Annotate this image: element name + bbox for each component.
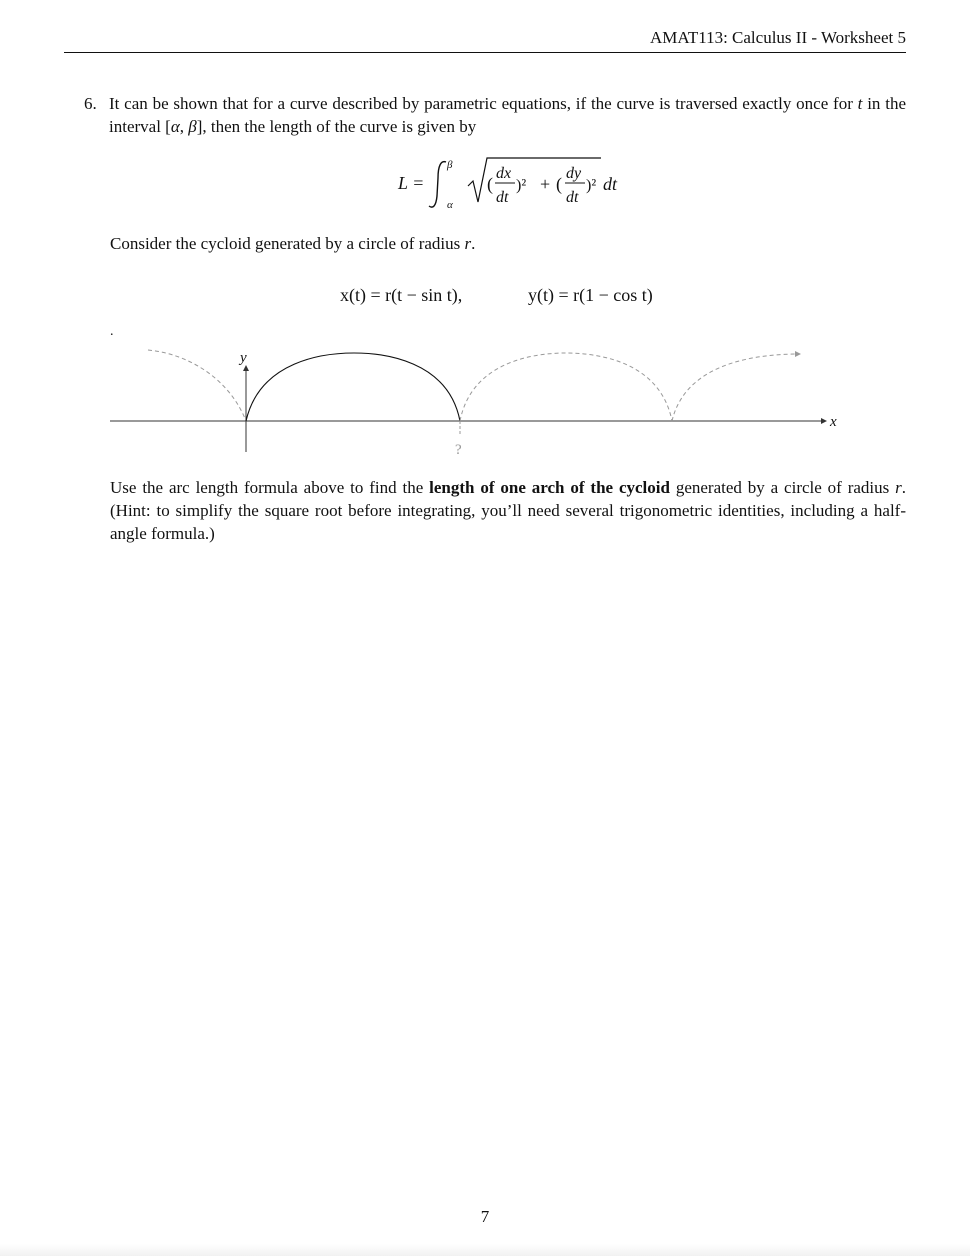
arch-end-question: ? (455, 442, 462, 458)
dx-numerator: dx (496, 165, 512, 182)
integral-lower: α (447, 199, 453, 211)
x-axis-label: x (830, 414, 837, 430)
arc-length-formula (0, 150, 970, 220)
task-text: Use the arc length formula above to find the length of one arch of the cycloid generated by a circle of radius r. (Hint: to simplify the square root before integrating, you’ll need several trigonometric identities, including a half-angle formula.) (110, 478, 907, 543)
svg-text:+: + (540, 174, 551, 194)
svg-text:(: ( (487, 174, 493, 194)
cycloid-arch-third (672, 354, 800, 421)
dx-denominator: dt (496, 189, 509, 206)
svg-text:)²: )² (516, 177, 527, 194)
page-header (64, 28, 906, 53)
integral-sign (429, 162, 446, 207)
cycloid-figure (100, 340, 860, 460)
worksheet-title: AMAT113: Calculus II - Worksheet 5 (650, 28, 906, 47)
svg-text:(: ( (556, 174, 562, 194)
cycloid-arch-previous (148, 350, 246, 421)
dy-numerator: dy (566, 165, 582, 182)
y-equation: y(t) = r(1 − cos t) (528, 285, 653, 305)
cycloid-arch-second (460, 353, 672, 421)
problem-intro: It can be shown that for a curve described by parametric equations, if the curve is traversed exactly once for t in the interval [α, β], then the length of the curve is given by (109, 94, 906, 136)
problem-statement (84, 92, 906, 138)
integral-upper: β (447, 159, 453, 171)
stray-dot: . (110, 324, 114, 339)
formula-lhs: L = (398, 173, 425, 193)
formula-dt: dt (603, 174, 618, 194)
x-equation: x(t) = r(t − sin t), (340, 285, 463, 305)
y-axis-label: y (240, 350, 247, 366)
cycloid-arch-first (246, 353, 460, 421)
consider-text: Consider the cycloid generated by a circle of radius r. (110, 234, 476, 253)
svg-text:)²: )² (586, 177, 597, 194)
page-number: 7 (480, 1207, 490, 1226)
page-bottom-edge (0, 1244, 970, 1256)
dy-denominator: dt (566, 189, 579, 206)
problem-number: 6. (84, 94, 97, 113)
